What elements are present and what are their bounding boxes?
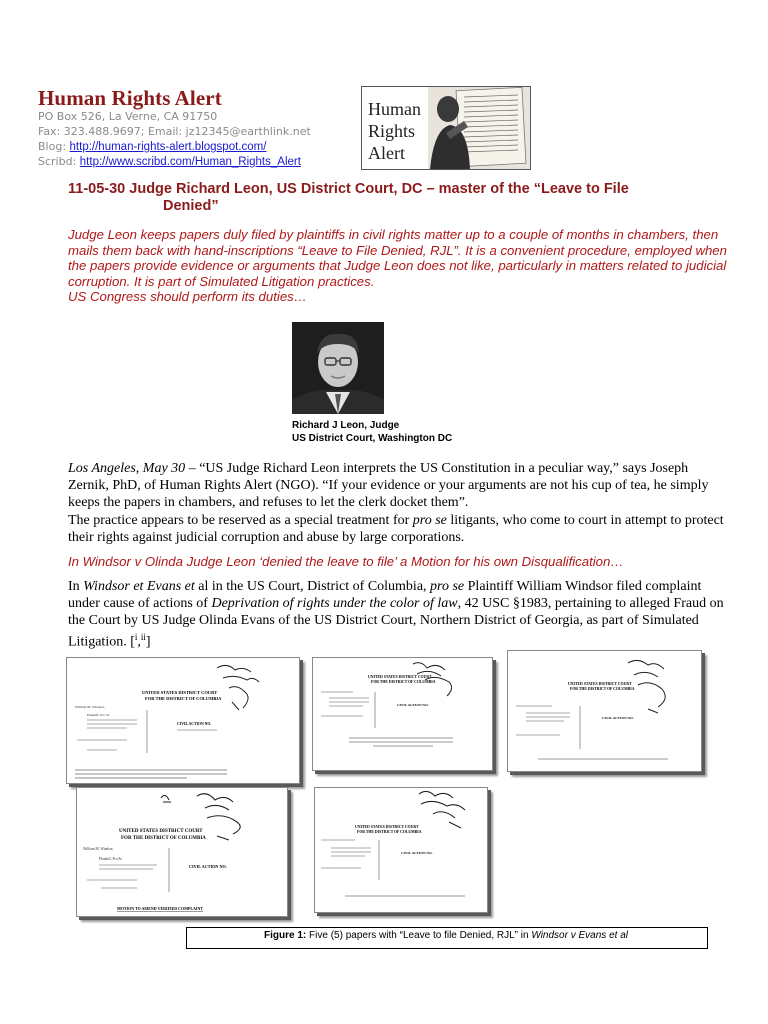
headline bbox=[68, 181, 708, 215]
scribd-link[interactable]: http://www.scribd.com/Human_Rights_Alert bbox=[79, 156, 301, 168]
figure-text: Five (5) papers with “Leave to file Denied, RJL” in bbox=[306, 930, 532, 941]
court-paper-image-1 bbox=[67, 658, 299, 783]
footnote-ref-2[interactable]: ii bbox=[140, 632, 146, 642]
paragraph-1-text: – “US Judge Richard Leon interprets the US Constitution in a peculiar way,” says Joseph Zernik, PhD, of Human Rights Alert (NGO). “If your evidence or your arguments are not his cup of tea, he simply keeps the papers in chambers, and refuses to let the clerk docket them”. bbox=[68, 461, 709, 510]
dateline: Los Angeles, May 30 bbox=[68, 461, 186, 476]
t4-district: FOR THE DISTRICT OF COLUMBIA bbox=[121, 836, 206, 841]
p3-case-name: Windsor et Evans et bbox=[83, 579, 195, 594]
blog-label: Blog: bbox=[38, 140, 67, 153]
t4-title: MOTION TO AMEND VERIFIED COMPLAINT bbox=[117, 906, 204, 911]
contact-line: Fax: 323.488.9697; Email: jz12345@earthlink.net bbox=[38, 125, 311, 138]
org-title: Human Rights Alert bbox=[38, 86, 222, 110]
t1-action: CIVIL ACTION NO. bbox=[177, 722, 212, 726]
court-paper-image-4 bbox=[77, 788, 287, 916]
portrait-image bbox=[292, 322, 384, 414]
org-logo bbox=[361, 86, 531, 170]
t5-action: CIVIL ACTION NO. bbox=[401, 851, 433, 855]
svg-text:William M. Windsor,: William M. Windsor, bbox=[83, 847, 114, 851]
court-paper-thumbnail-4 bbox=[76, 787, 288, 917]
p3-c: al in the US Court, District of Columbia, bbox=[194, 579, 431, 594]
figure-caption bbox=[186, 930, 706, 941]
subhead: In Windsor v Olinda Judge Leon ‘denied the leave to file’ a Motion for his own Disqualification… bbox=[68, 554, 624, 569]
headline-line-1: 11-05-30 Judge Richard Leon, US District Court, DC – master of the “Leave to File bbox=[68, 181, 629, 197]
t3-court: UNITED STATES DISTRICT COURT bbox=[568, 682, 632, 686]
court-paper-image-3 bbox=[508, 651, 701, 771]
t5-district: FOR THE DISTRICT OF COLUMBIA bbox=[357, 830, 422, 834]
logo-word-1: Human bbox=[368, 99, 421, 119]
figure-case-name: Windsor v Evans et al bbox=[531, 930, 628, 941]
p3-e: Plaintiff William Windsor filed complaint under cause of actions of bbox=[68, 579, 702, 611]
p2-italic: pro se bbox=[412, 513, 447, 528]
portrait-caption bbox=[292, 420, 452, 445]
court-paper-image-2 bbox=[313, 658, 492, 770]
t2-action: CIVIL ACTION NO. bbox=[397, 703, 429, 707]
court-paper-thumbnail-1 bbox=[66, 657, 300, 784]
p3-pro-se: pro se bbox=[430, 579, 465, 594]
caption-line-1: Richard J Leon, Judge bbox=[292, 420, 400, 431]
svg-text:Plaintiff, Pro Se: Plaintiff, Pro Se bbox=[99, 857, 122, 861]
court-paper-thumbnail-5 bbox=[314, 787, 488, 913]
p3-k: ] bbox=[145, 634, 151, 650]
svg-text:William M. Windsor,: William M. Windsor, bbox=[75, 705, 105, 709]
logo-word-2: Rights bbox=[368, 121, 416, 141]
lede-paragraph: Judge Leon keeps papers duly filed by plaintiffs in civil rights matter up to a couple of months in chambers, then mails them back with hand-inscriptions “Leave to File Denied, RJL”. It is a convenient procedure, employed when the papers provide evidence or arguments that Judge Leon does not like, particularly in matters related to judicial corruption. It is part of Simulated Litigation practices. bbox=[68, 227, 727, 289]
p3-cause: Deprivation of rights under the color of law bbox=[211, 596, 458, 611]
court-paper-image-5 bbox=[315, 788, 487, 912]
paragraph-2 bbox=[68, 512, 728, 546]
p3-comma: , bbox=[137, 634, 141, 650]
p3-g: , 42 USC §1983, pertaining to alleged Fraud on the Court by US Judge Olinda Evans of the US District Court, Northern District of Georgia, as part of Simulated Litigation. [ bbox=[68, 596, 724, 650]
t3-action: CIVIL ACTION NO. bbox=[602, 716, 634, 720]
t1-district: FOR THE DISTRICT OF COLUMBIA bbox=[145, 696, 222, 701]
t2-district: FOR THE DISTRICT OF COLUMBIA bbox=[371, 680, 436, 684]
headline-line-2: Denied” bbox=[163, 198, 219, 214]
logo-document-image bbox=[428, 87, 530, 169]
scribd-label: Scribd: bbox=[38, 155, 77, 168]
logo-text bbox=[368, 99, 421, 165]
t4-court: UNITED STATES DISTRICT COURT bbox=[119, 829, 203, 834]
court-paper-thumbnail-3 bbox=[507, 650, 702, 772]
t2-court: UNITED STATES DISTRICT COURT bbox=[368, 675, 432, 679]
p2-after: litigants, who come to court in attempt to protect their rights against judicial corruption and abuse by large corporations. bbox=[68, 513, 724, 545]
caption-line-2: US District Court, Washington DC bbox=[292, 432, 453, 444]
scribd-line bbox=[38, 155, 301, 168]
lede-congress: US Congress should perform its duties… bbox=[68, 289, 307, 305]
lede bbox=[68, 227, 728, 305]
address-line: PO Box 526, La Verne, CA 91750 bbox=[38, 110, 218, 123]
t1-court: UNITED STATES DISTRICT COURT bbox=[142, 690, 218, 695]
judge-portrait bbox=[292, 322, 384, 414]
paragraph-3 bbox=[68, 578, 728, 651]
t4-action: CIVIL ACTION NO. bbox=[189, 864, 227, 869]
paragraph-1 bbox=[68, 460, 728, 511]
court-paper-thumbnail-2 bbox=[312, 657, 493, 771]
logo-word-3: Alert bbox=[368, 143, 405, 163]
blog-link[interactable]: http://human-rights-alert.blogspot.com/ bbox=[69, 141, 267, 153]
svg-text:Plaintiff, Pro Se: Plaintiff, Pro Se bbox=[87, 713, 110, 717]
p2-before: The practice appears to be reserved as a special treatment for bbox=[68, 513, 413, 528]
p3-a: In bbox=[68, 579, 84, 594]
t3-district: FOR THE DISTRICT OF COLUMBIA bbox=[570, 687, 635, 691]
figure-label: Figure 1: bbox=[264, 930, 307, 941]
t5-court: UNITED STATES DISTRICT COURT bbox=[355, 825, 419, 829]
blog-line bbox=[38, 140, 266, 153]
footnote-ref-1[interactable]: i bbox=[134, 632, 138, 642]
